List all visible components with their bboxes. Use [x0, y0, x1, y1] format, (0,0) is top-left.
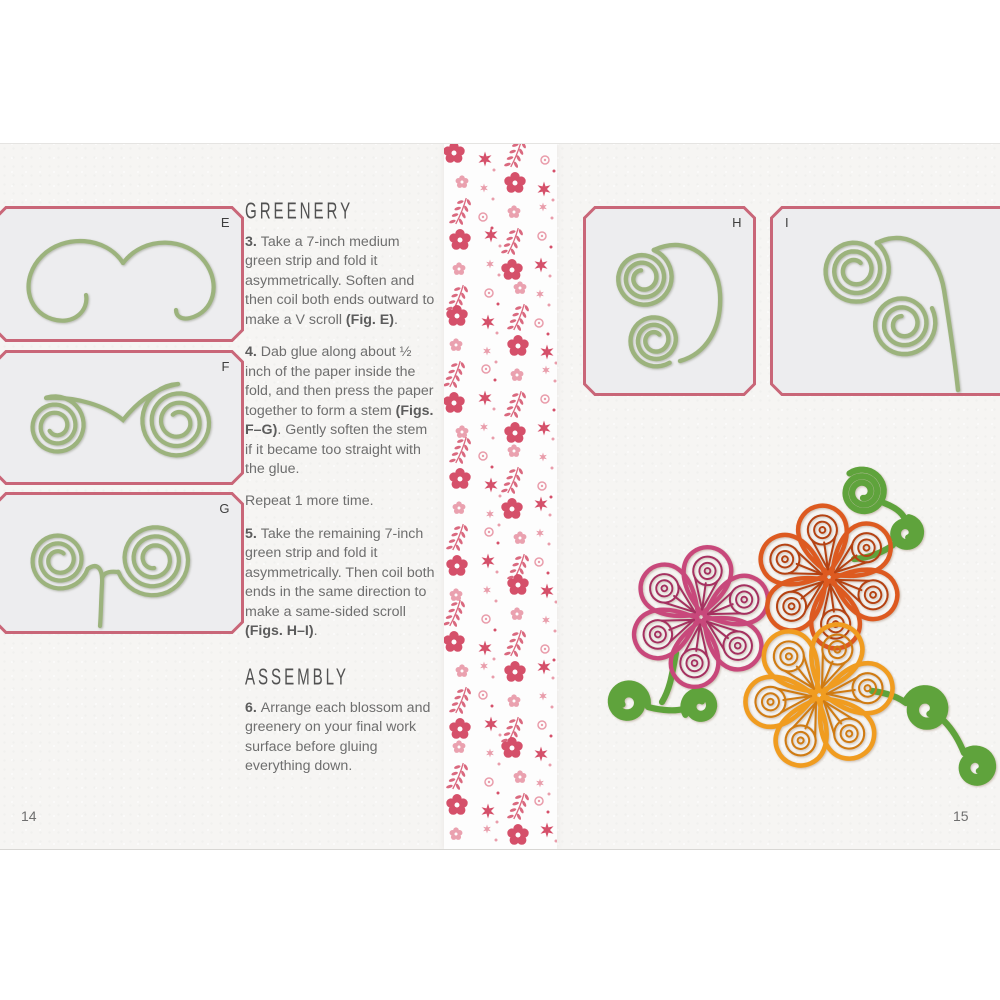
figure-box-f	[0, 350, 244, 485]
section-heading: ASSEMBLY	[245, 663, 349, 690]
page-number-left: 14	[21, 808, 37, 824]
book-spread	[0, 143, 1000, 850]
figure-label-i: I	[785, 215, 790, 230]
page-number-right: 15	[953, 808, 969, 824]
figure-h-graphic	[583, 206, 756, 396]
figure-box-g	[0, 492, 244, 634]
figure-box-h	[583, 206, 756, 396]
instruction-column	[245, 197, 436, 789]
figure-label-h: H	[732, 215, 742, 230]
section-heading: GREENERY	[245, 197, 354, 224]
instruction-paragraph: 4. Dab glue along about ½ inch of the paper inside the fold, and then press the paper together to form a stem (Figs. F–G). Gently soften the stem if it became too straight with the glue.	[245, 344, 434, 477]
floral-pattern-graphic	[444, 144, 557, 849]
instruction-paragraph: Repeat 1 more time.	[245, 493, 374, 510]
floral-border-strip	[444, 144, 557, 849]
figure-label-e: E	[220, 215, 230, 230]
instruction-paragraph: 6. Arrange each blossom and greenery on your final work surface before gluing everything down.	[245, 699, 431, 774]
instruction-paragraph: 3. Take a 7-inch medium green strip and fold it asymmetrically. Soften and then coil both ends outward to make a V scroll (Fig. E).	[245, 234, 435, 328]
quilled-flowers-graphic	[588, 459, 1000, 809]
figure-f-graphic	[0, 350, 244, 485]
figure-label-g: G	[219, 501, 230, 516]
figure-i-graphic	[770, 206, 1000, 396]
figure-label-f: F	[221, 359, 230, 374]
figure-box-i	[770, 206, 1000, 396]
quilled-flowers-photo	[588, 459, 1000, 809]
instruction-paragraph: 5. Take the remaining 7-inch green strip and fold it asymmetrically. Then coil both ends in the same direction to make a same-sided scroll (Figs. H–I).	[245, 525, 435, 640]
figure-g-graphic	[0, 492, 244, 634]
figure-box-e	[0, 206, 244, 342]
figure-e-graphic	[0, 206, 244, 342]
